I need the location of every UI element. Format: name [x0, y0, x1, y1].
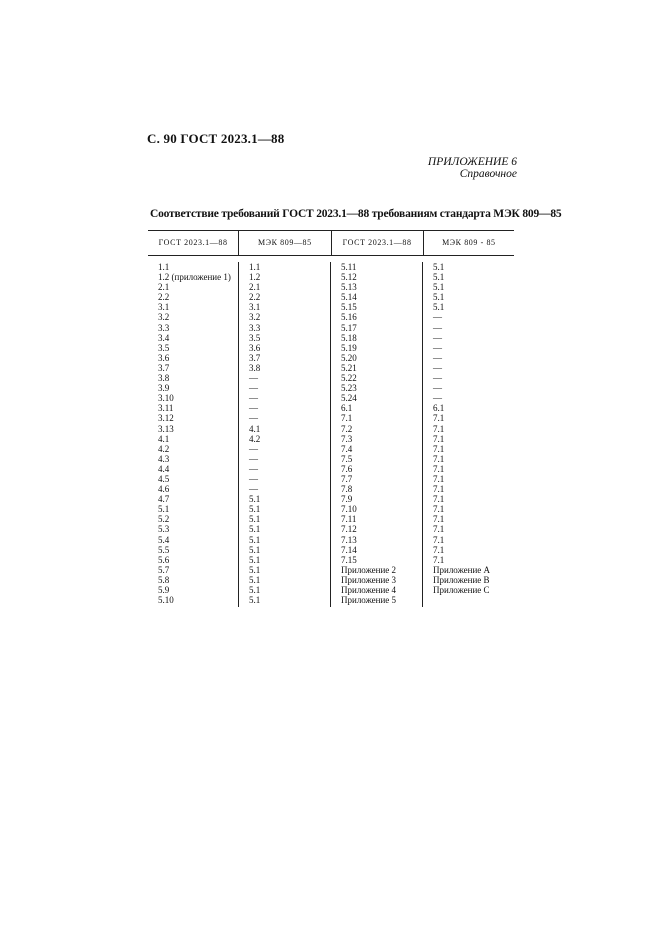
- appendix-label: [428, 156, 517, 180]
- table-cell: 3.3: [249, 322, 261, 333]
- table-cell: 7.10: [341, 504, 357, 515]
- table-cell: 7.7: [341, 473, 353, 484]
- table-cell: Приложение А: [433, 564, 491, 575]
- table-cell: 4.5: [158, 473, 170, 484]
- table-cell: 5.22: [341, 373, 357, 384]
- table-cell: 5.8: [158, 574, 170, 585]
- table-cell: 7.1: [433, 484, 445, 495]
- table-cell: —: [249, 443, 258, 454]
- table-header-row: [148, 231, 514, 255]
- table-cell: 5.1: [433, 272, 445, 283]
- table-cell: 4.4: [158, 463, 170, 474]
- table-cell: 3.5: [249, 332, 261, 343]
- column-iec-1: [239, 262, 331, 607]
- table-cell: —: [249, 463, 258, 474]
- table-cell: 5.19: [341, 342, 357, 353]
- table-cell: 5.23: [341, 383, 357, 394]
- table-cell: —: [433, 383, 442, 394]
- table-cell: —: [249, 413, 258, 424]
- table-cell: 3.6: [158, 352, 170, 363]
- table-cell: [433, 595, 514, 605]
- table-cell: 7.1: [433, 443, 445, 454]
- table-cell: 5.1: [249, 524, 261, 535]
- table-cell: 3.11: [158, 403, 174, 414]
- table-cell: Приложение С: [433, 585, 490, 595]
- table-cell: 3.7: [158, 362, 170, 373]
- table-cell: 1.2: [249, 272, 261, 283]
- table-cell: 5.24: [341, 393, 357, 404]
- table-cell: 5.1: [249, 534, 261, 545]
- table-cell: Приложение 2: [341, 564, 397, 575]
- table-body: [148, 256, 514, 607]
- table-cell: 5.7: [158, 564, 170, 575]
- table-cell: 3.1: [249, 302, 261, 313]
- table-cell: 7.1: [433, 554, 445, 565]
- table-cell: 4.2: [249, 433, 261, 444]
- table-cell: —: [249, 393, 258, 404]
- table-cell: 7.2: [341, 423, 353, 434]
- table-cell: 7.1: [433, 453, 445, 464]
- table-cell: —: [249, 484, 258, 495]
- table-cell: —: [433, 352, 442, 363]
- header-gost-2: ГОСТ 2023.1—88: [332, 231, 424, 255]
- table-cell: 4.3: [158, 453, 170, 464]
- table-cell: 6.1: [341, 403, 353, 414]
- table-cell: 7.1: [433, 433, 445, 444]
- table-cell: 7.1: [433, 514, 445, 525]
- table-cell: 5.1: [249, 585, 261, 595]
- table-cell: —: [433, 373, 442, 384]
- table-cell: 7.12: [341, 524, 357, 535]
- table-cell: 3.13: [158, 423, 174, 434]
- table-cell: Приложение 4: [341, 585, 397, 595]
- table-cell: —: [433, 332, 442, 343]
- table-cell: 3.8: [249, 362, 261, 373]
- table-cell: 5.10: [158, 595, 174, 606]
- table-cell: 2.1: [249, 282, 261, 293]
- table-cell: 5.14: [341, 292, 357, 303]
- table-cell: —: [249, 383, 258, 394]
- page-header: С. 90 ГОСТ 2023.1—88: [147, 131, 285, 146]
- table-cell: 5.15: [341, 302, 357, 313]
- table-cell: —: [249, 373, 258, 384]
- table-cell: 3.10: [158, 393, 174, 404]
- table-cell: 3.7: [249, 352, 261, 363]
- table-cell: 7.1: [433, 463, 445, 474]
- table-cell: 7.1: [433, 504, 445, 515]
- table-cell: 5.6: [158, 554, 170, 565]
- header-gost-1: ГОСТ 2023.1—88: [148, 231, 239, 255]
- table-cell: 3.6: [249, 342, 261, 353]
- table-cell: 5.3: [158, 524, 170, 535]
- table-cell: 5.1: [433, 282, 445, 293]
- table-cell: Приложение 3: [341, 574, 397, 585]
- table-cell: 7.1: [433, 534, 445, 545]
- table-cell: 3.12: [158, 413, 174, 424]
- table-cell: 2.2: [249, 292, 261, 303]
- table-cell: —: [433, 312, 442, 323]
- table-cell: 7.15: [341, 554, 357, 565]
- table-cell: 7.1: [433, 473, 445, 484]
- table-cell: 3.8: [158, 373, 170, 384]
- table-cell: 7.5: [341, 453, 353, 464]
- table-cell: 5.1: [249, 574, 261, 585]
- table-cell: —: [249, 403, 258, 414]
- table-cell: 4.7: [158, 494, 170, 505]
- table-cell: 6.1: [433, 403, 445, 414]
- table-cell: 4.2: [158, 443, 170, 454]
- table-cell: 5.12: [341, 272, 357, 283]
- table-cell: 2.2: [158, 292, 170, 303]
- table-cell: —: [433, 393, 442, 404]
- table-cell: 5.16: [341, 312, 357, 323]
- table-cell: 7.1: [341, 413, 353, 424]
- table-cell: 5.1: [433, 262, 445, 272]
- table-cell: 4.1: [249, 423, 261, 434]
- table-cell: 7.4: [341, 443, 353, 454]
- table-cell: 5.1: [249, 554, 261, 565]
- table-cell: —: [249, 473, 258, 484]
- table-cell: 1.1: [249, 262, 261, 272]
- appendix-title: ПРИЛОЖЕНИЕ 6: [427, 156, 517, 168]
- table-cell: 5.20: [341, 352, 357, 363]
- table-title: Соответствие требований ГОСТ 2023.1—88 требованиям стандарта МЭК 809—85: [150, 208, 562, 220]
- table-cell: 5.18: [341, 332, 357, 343]
- table-cell: 5.1: [249, 564, 261, 575]
- table-cell: 5.21: [341, 362, 357, 373]
- table-cell: 7.1: [433, 524, 445, 535]
- table-cell: 5.5: [158, 544, 170, 555]
- table-cell: 3.2: [158, 312, 170, 323]
- table-cell: 7.8: [341, 484, 353, 495]
- table-cell: 2.1: [158, 282, 170, 293]
- table-cell: 5.9: [158, 585, 170, 595]
- table-cell: 5.1: [249, 504, 261, 515]
- column-iec-2: [423, 262, 514, 607]
- table-cell: 7.1: [433, 423, 445, 434]
- table-cell: —: [433, 342, 442, 353]
- table-cell: 5.1: [158, 504, 170, 515]
- header-iec-2: МЭК 809 - 85: [442, 238, 496, 247]
- table-cell: 5.17: [341, 322, 357, 333]
- table-cell: 7.9: [341, 494, 353, 505]
- table-cell: 7.11: [341, 514, 357, 525]
- table-cell: 5.1: [249, 544, 261, 555]
- table-cell: 7.14: [341, 544, 357, 555]
- table-cell: 3.3: [158, 322, 170, 333]
- table-cell: 3.2: [249, 312, 261, 323]
- table-cell: 5.11: [341, 262, 357, 272]
- table-cell: 5.1: [433, 302, 445, 313]
- table-cell: 5.1: [433, 292, 445, 303]
- table-cell: —: [433, 322, 442, 333]
- table-cell: Приложение В: [433, 574, 490, 585]
- table-cell: 7.6: [341, 463, 353, 474]
- table-cell: 7.1: [433, 494, 445, 505]
- table-cell: 5.13: [341, 282, 357, 293]
- table-cell: 7.1: [433, 413, 445, 424]
- table-cell: 5.1: [249, 514, 261, 525]
- table-cell: 7.13: [341, 534, 357, 545]
- column-gost-1: [148, 262, 239, 607]
- table-cell: —: [249, 453, 258, 464]
- table-cell: —: [433, 362, 442, 373]
- table-cell: 7.1: [433, 544, 445, 555]
- table-cell: 5.1: [249, 494, 261, 505]
- header-iec-1: МЭК 809—85: [239, 231, 331, 255]
- table-cell: 5.4: [158, 534, 170, 545]
- table-cell: 5.2: [158, 514, 170, 525]
- column-gost-2: [331, 262, 423, 607]
- table-cell: 4.1: [158, 433, 170, 444]
- table-cell: 3.5: [158, 342, 170, 353]
- table-cell: 1.2 (приложение 1): [158, 272, 231, 283]
- correspondence-table: [148, 230, 514, 607]
- table-cell: 4.6: [158, 484, 170, 495]
- table-cell: 7.3: [341, 433, 353, 444]
- table-cell: 5.1: [249, 595, 261, 606]
- table-cell: 3.9: [158, 383, 170, 394]
- table-cell: 3.4: [158, 332, 170, 343]
- table-cell: 3.1: [158, 302, 170, 313]
- appendix-subtitle: Справочное: [459, 168, 517, 180]
- table-cell: 1.1: [158, 262, 170, 272]
- table-cell: Приложение 5: [341, 595, 397, 606]
